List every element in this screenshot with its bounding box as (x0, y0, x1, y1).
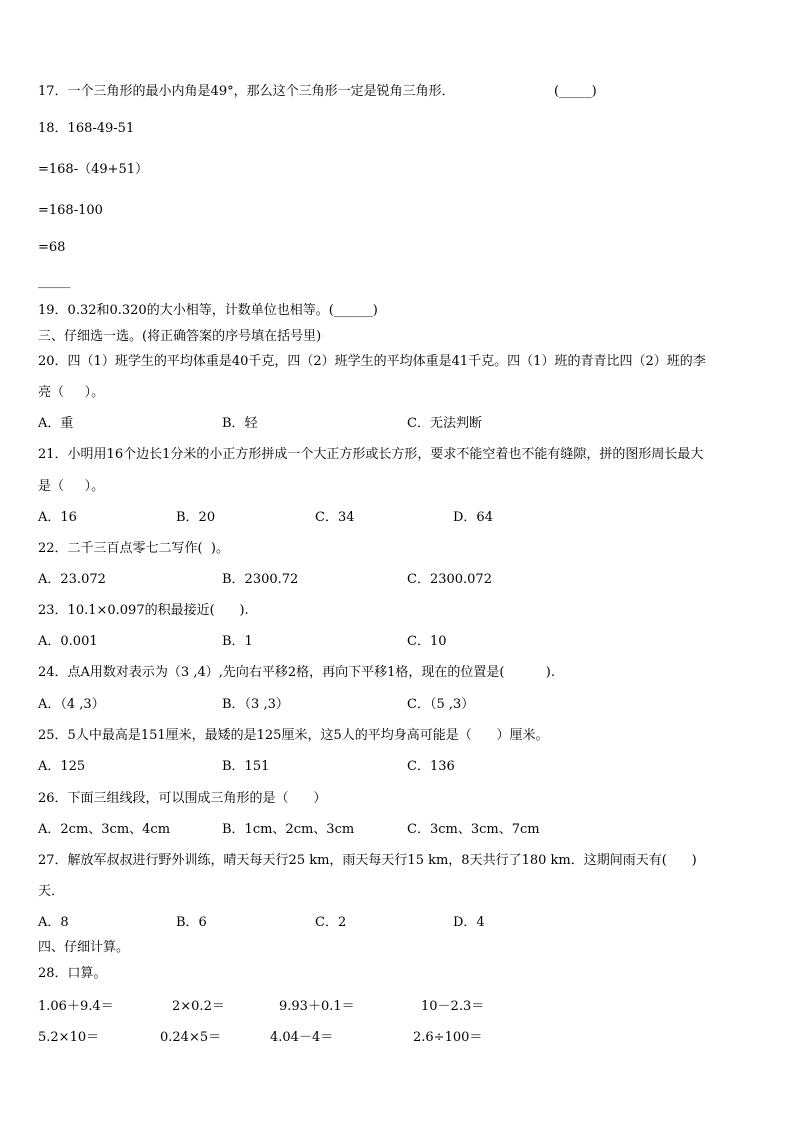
option-21-a: A．16 (38, 510, 77, 525)
option-26-a: A．2cm、3cm、4cm (38, 822, 171, 837)
calc-5: 5.2×10＝ (38, 1030, 100, 1045)
option-20-c: C．无法判断 (407, 416, 482, 431)
option-21-d: D．64 (453, 510, 493, 525)
calc-8: 2.6÷100＝ (413, 1030, 483, 1045)
option-20-a: A．重 (38, 416, 74, 431)
question-20-line-1: 20．四（1）班学生的平均体重是40千克，四（2）班学生的平均体重是41千克。四（1）班的青青比四（2）班的李 (38, 354, 706, 369)
question-27-line-1: 27．解放军叔叔进行野外训练，晴天每天行25 km，雨天每天行15 km，8天共行了180 km．这期间雨天有( ) (38, 853, 697, 868)
section-3-title: 三、仔细选一选。(将正确答案的序号填在括号里) (38, 329, 322, 344)
question-21-line-2: 是（ ）。 (38, 479, 105, 494)
calc-4: 10－2.3＝ (421, 999, 485, 1014)
calc-7: 4.04－4＝ (270, 1030, 334, 1045)
question-18-line-3: =168-100 (38, 203, 103, 218)
option-23-b: B．1 (222, 634, 253, 649)
calc-1: 1.06＋9.4＝ (38, 999, 114, 1014)
question-21-line-1: 21．小明用16个边长1分米的小正方形拼成一个大正方形或长方形，要求不能空着也不能有缝隙，拼的图形周长最大 (38, 447, 704, 462)
question-18-line-2: =168-（49+51） (38, 162, 149, 177)
option-22-c: C．2300.072 (407, 572, 492, 587)
option-22-a: A．23.072 (38, 572, 106, 587)
question-20-line-2: 亮（ ）。 (38, 385, 105, 400)
option-21-b: B．20 (176, 510, 216, 525)
question-28: 28．口算。 (38, 966, 107, 981)
option-27-d: D．4 (453, 915, 485, 930)
question-23: 23．10.1×0.097的积最接近( ). (38, 603, 249, 618)
option-25-b: B．151 (222, 759, 270, 774)
option-26-b: B．1cm、2cm、3cm (222, 822, 355, 837)
question-18-line-1: 18．168-49-51 (38, 121, 135, 136)
option-25-a: A．125 (38, 759, 86, 774)
question-18-line-4: =68 (38, 240, 66, 255)
option-24-c: C．（5 ,3） (407, 697, 475, 712)
option-20-b: B．轻 (222, 416, 258, 431)
option-24-b: B．（3 ,3） (222, 697, 289, 712)
option-24-a: A．（4 ,3） (38, 697, 105, 712)
option-25-c: C．136 (407, 759, 455, 774)
answer-blank-18: _____ (38, 274, 71, 289)
question-17: 17．一个三角形的最小内角是49°，那么这个三角形一定是锐角三角形． (38, 84, 455, 99)
question-22: 22．二千三百点零七二写作( )。 (38, 541, 229, 556)
option-21-c: C．34 (315, 510, 355, 525)
question-24: 24．点A用数对表示为（3 ,4）,先向右平移2格，再向下平移1格，现在的位置是( ). (38, 665, 556, 680)
answer-blank-17: (_____) (554, 84, 597, 99)
option-23-a: A．0.001 (38, 634, 98, 649)
question-27-line-2: 天． (38, 884, 65, 899)
option-23-c: C．10 (407, 634, 447, 649)
option-27-a: A．8 (38, 915, 69, 930)
calc-3: 9.93＋0.1＝ (279, 999, 355, 1014)
calc-2: 2×0.2＝ (172, 999, 225, 1014)
option-22-b: B．2300.72 (222, 572, 299, 587)
calc-6: 0.24×5＝ (160, 1030, 222, 1045)
option-26-c: C．3cm、3cm、7cm (407, 822, 540, 837)
option-27-b: B．6 (176, 915, 207, 930)
question-19: 19．0.32和0.320的大小相等，计数单位也相等。(______) (38, 303, 378, 318)
question-25: 25．5人中最高是151厘米，最矮的是125厘米，这5人的平均身高可能是（ ）厘米。 (38, 728, 549, 743)
section-4-title: 四、仔细计算。 (38, 940, 130, 955)
question-26: 26．下面三组线段，可以围成三角形的是（ ） (38, 791, 327, 806)
option-27-c: C．2 (315, 915, 347, 930)
